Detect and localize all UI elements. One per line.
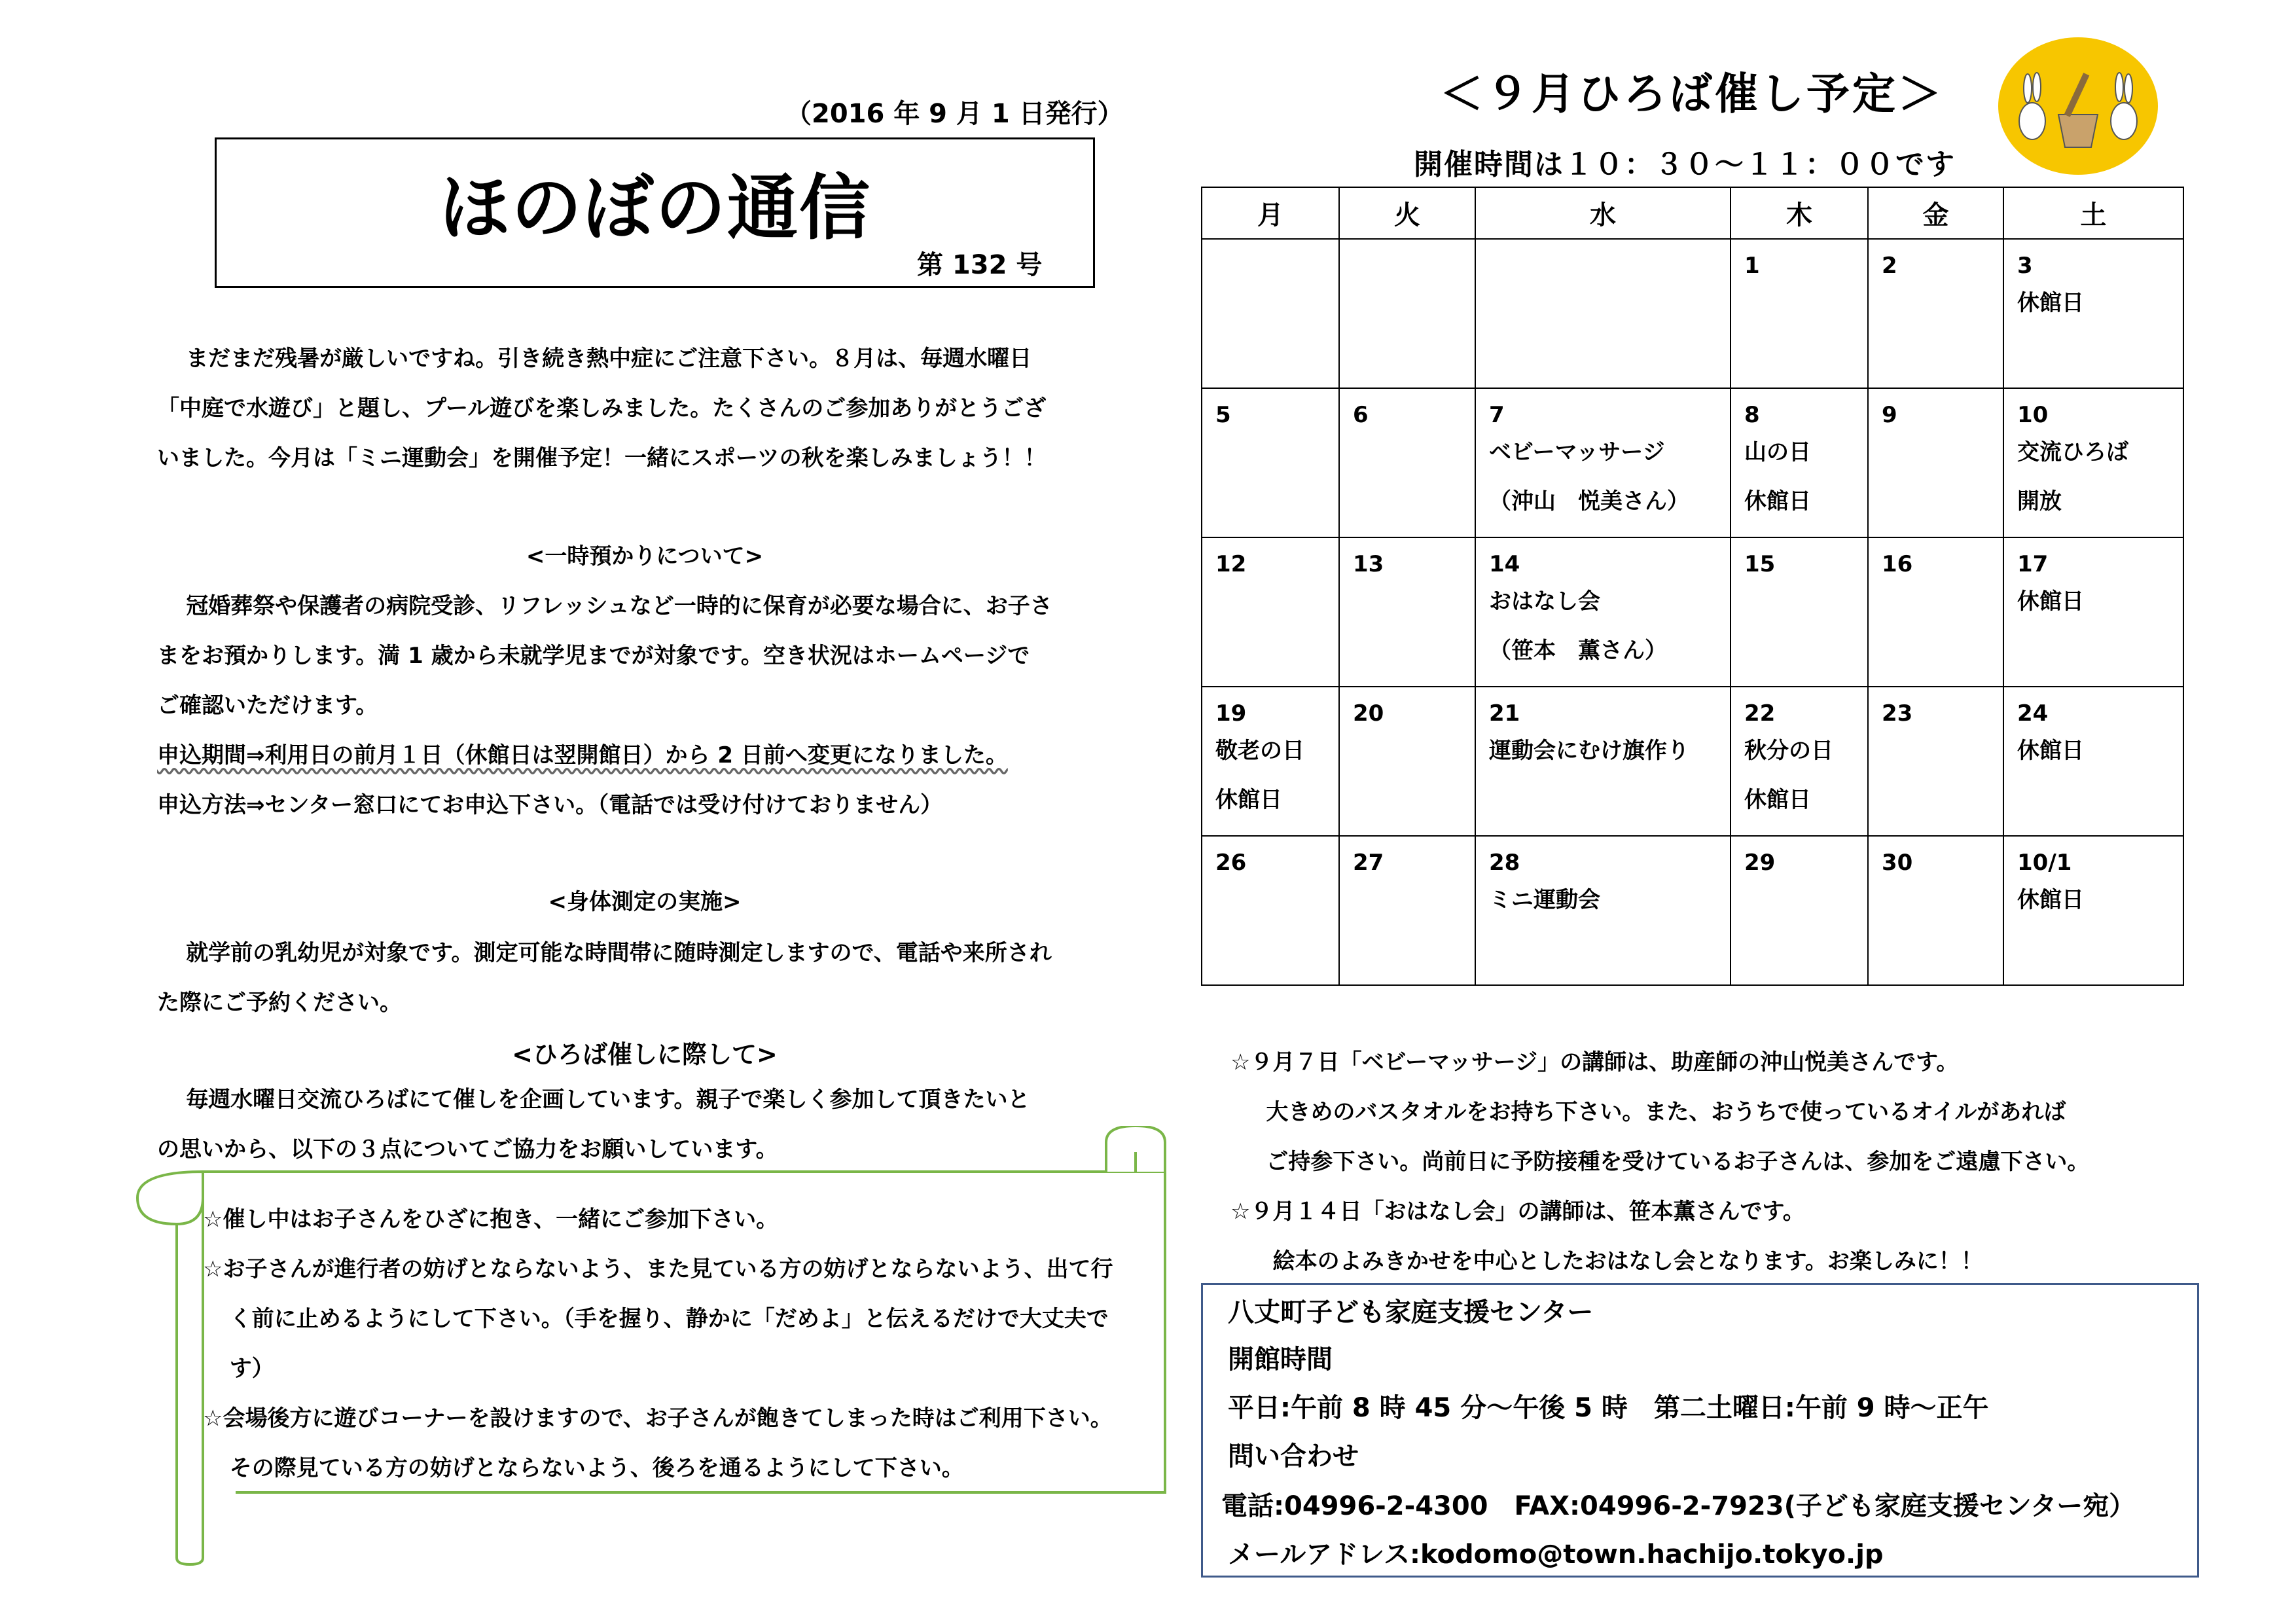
scroll-item: ☆会場後方に遊びコーナーを設けますので、お子さんが飽きてしまった時はご利用下さい。その際見ている方の妨げとならないよう、後ろを通るようにして下さい。 [203,1405,1113,1481]
intro-line: いました。今月は「ミニ運動会」を開催予定！一緒にスポーツの秋を楽しみましょう！！ [157,445,1047,471]
calendar-day-cell [1339,239,1475,388]
day-number: 7 [1489,402,1505,428]
day-number: 17 [2017,551,2049,577]
calendar-day-cell [1202,537,1339,687]
day-number: 16 [1882,551,1913,577]
weekday-header: 土 [2003,187,2183,239]
day-number: 19 [1215,700,1247,727]
calendar-day-cell [1202,388,1339,537]
calendar-day-cell [1202,836,1339,985]
calendar-event: （笹本 薫さん） [1489,638,1667,664]
day-number [1353,253,1475,279]
day-number: 27 [1353,850,1384,876]
calendar-day-cell [1868,537,2003,687]
childcare-period-text: 申込期間⇒利用日の前月１日（休館日は翌開館日）から 2 日前へ変更になりました。 [157,742,1008,768]
childcare-paragraph [157,581,1132,830]
calendar-event: 秋分の日 [1744,738,1833,764]
day-number: 3 [2017,253,2033,279]
day-number: 21 [1489,700,1520,727]
day-number: 14 [1489,551,1520,577]
day-number: 24 [2017,700,2049,727]
childcare-line: まをお預かりします。満 1 歳から未就学児までが対象です。空き状況はホームページで [157,643,1030,669]
intro-line: 「中庭で水遊び」と題し、プール遊びを楽しみました。たくさんのご参加ありがとうござ [157,395,1047,422]
calendar-day-cell [1731,239,1868,388]
note-line: ご持参下さい。尚前日に予防接種を受けているお子さんは、参加をご遠慮下さい。 [1266,1149,2090,1175]
title-box [215,137,1095,288]
calendar-event: 休館日 [2017,588,2084,615]
calendar-week-row [1202,537,2183,687]
calendar-day-cell [1731,836,1868,985]
scroll-item: ☆催し中はお子さんをひざに抱き、一緒にご参加下さい。 [203,1206,779,1233]
plaza-events-heading: <ひろば催しに際して> [512,1040,778,1069]
childcare-method: 申込方法⇒センター窓口にてお申込下さい。（電話では受け付けておりません） [157,792,943,818]
day-number: 28 [1489,850,1520,876]
day-number: 1 [1744,253,1760,279]
calendar-day-cell [1475,687,1731,836]
contact-label: 問い合わせ [1228,1441,1359,1471]
center-info-box [1201,1283,2199,1578]
issue-number: 第 132 号 [917,250,1043,280]
plaza-events-line: の思いから、以下の３点についてご協力をお願いしています。 [157,1136,778,1163]
note-line: ☆９月１４日「おはなし会」の講師は、笹本薫さんです。 [1230,1199,1805,1225]
calendar-day-cell [1475,537,1731,687]
calendar-day-cell [1868,239,2003,388]
calendar-day-cell [1475,239,1731,388]
day-number: 6 [1353,402,1369,428]
day-number: 10/1 [2017,850,2072,876]
plaza-events-line: 毎週水曜日交流ひろばにて催しを企画しています。親子で楽しく参加して頂きたいと [186,1087,1030,1113]
moon-rabbits-icon [1996,36,2160,177]
calendar-event: 敬老の日 [1215,738,1304,764]
measurement-heading: <身体測定の実施> [548,889,742,915]
calendar-day-cell [1731,687,1868,836]
calendar-time: 開催時間は１０：３０～１１：００です [1414,148,1956,181]
calendar-day-cell [2003,687,2183,836]
calendar-day-cell [1475,836,1731,985]
calendar-event: ベビーマッサージ [1489,439,1665,465]
day-number [1489,253,1730,279]
calendar-event: 交流ひろば [2017,439,2128,465]
calendar-day-cell [1475,388,1731,537]
day-number: 23 [1882,700,1913,727]
calendar-day-cell [1339,687,1475,836]
calendar-event: 運動会にむけ旗作り [1489,738,1689,764]
calendar-event: ミニ運動会 [1489,887,1600,913]
calendar-week-row [1202,388,2183,537]
day-number: 9 [1882,402,1897,428]
day-number: 30 [1882,850,1913,876]
calendar-day-cell [1731,388,1868,537]
calendar-day-cell [1202,687,1339,836]
calendar-event: 休館日 [2017,290,2084,316]
calendar-event: 休館日 [2017,738,2084,764]
day-number: 12 [1215,551,1247,577]
calendar-event: 開放 [2017,488,2062,514]
calendar-week-row [1202,836,2183,985]
day-number: 20 [1353,700,1384,727]
note-line: ☆９月７日「ベビーマッサージ」の講師は、助産師の沖山悦美さんです。 [1230,1049,1959,1075]
day-number: 29 [1744,850,1776,876]
day-number: 22 [1744,700,1776,727]
newsletter-title: ほのぼの通信 [439,168,872,249]
calendar-week-row [1202,239,2183,388]
childcare-line: 冠婚葬祭や保護者の病院受診、リフレッシュなど一時的に保育が必要な場合に、お子さ [186,593,1052,619]
phone-fax: 電話:04996-2-4300 FAX:04996-2-7923(子ども家庭支援センター宛） [1221,1491,2136,1521]
childcare-period [157,731,1132,780]
day-number: 8 [1744,402,1760,428]
day-number: 26 [1215,850,1247,876]
event-notes [1230,1038,2251,1286]
calendar-day-cell [2003,388,2183,537]
note-line: 絵本のよみきかせを中心としたおはなし会となります。お楽しみに！！ [1272,1248,1983,1274]
calendar-day-cell [1202,239,1339,388]
intro-line: まだまだ残暑が厳しいですね。引き続き熱中症にご注意下さい。８月は、毎週水曜日 [186,346,1032,372]
calendar-day-cell [1731,537,1868,687]
calendar-day-cell [1868,388,2003,537]
email-address: メールアドレス:kodomo@town.hachijo.tokyo.jp [1228,1540,1884,1570]
calendar-day-cell [1339,537,1475,687]
scroll-items [203,1195,1119,1493]
calendar-week-row [1202,687,2183,836]
center-name: 八丈町子ども家庭支援センター [1228,1297,1594,1327]
calendar-day-cell [1868,836,2003,985]
day-number [1215,253,1338,279]
calendar-day-cell [2003,239,2183,388]
day-number: 5 [1215,402,1231,428]
childcare-line: ご確認いただけます。 [157,693,378,719]
childcare-heading: <一時預かりについて> [526,543,764,569]
scroll-item: ☆お子さんが進行者の妨げとならないよう、また見ている方の妨げとならないよう、出て行く前に止めるようにして下さい。（手を握り、静かに「だめよ」と伝えるだけで大丈夫です） [203,1256,1113,1382]
calendar-event: 休館日 [1215,787,1282,813]
calendar-day-cell [2003,836,2183,985]
day-number: 15 [1744,551,1776,577]
calendar-event: 休館日 [1744,787,1811,813]
weekday-header: 水 [1475,187,1731,239]
calendar-event: （沖山 悦美さん） [1489,488,1689,514]
day-number: 13 [1353,551,1384,577]
opening-hours: 平日:午前 8 時 45 分～午後 5 時 第二土曜日:午前 9 時～正午 [1228,1393,1989,1423]
issue-date: （2016 年 9 月 1 日発行） [785,99,1124,129]
calendar-event: 休館日 [2017,887,2084,913]
weekday-header: 木 [1731,187,1868,239]
calendar-day-cell [1339,388,1475,537]
weekday-header: 金 [1868,187,2003,239]
day-number: 2 [1882,253,1897,279]
calendar-day-cell [1339,836,1475,985]
note-line: 大きめのバスタオルをお持ち下さい。また、おうちで使っているオイルがあれば [1266,1099,2066,1125]
measurement-paragraph [157,928,1132,1028]
calendar-event: おはなし会 [1489,588,1600,615]
day-number: 10 [2017,402,2049,428]
hours-label: 開館時間 [1228,1344,1333,1375]
calendar-body [1202,239,2183,985]
calendar-title: ＜９月ひろば催し予定＞ [1440,69,1944,119]
weekday-header: 月 [1202,187,1339,239]
calendar-header-row [1202,187,2183,239]
calendar-day-cell [2003,537,2183,687]
measurement-line: 就学前の乳幼児が対象です。測定可能な時間帯に随時測定しますので、電話や来所され [186,940,1052,966]
calendar-event: 山の日 [1744,439,1811,465]
calendar-event: 休館日 [1744,488,1811,514]
weekday-header: 火 [1339,187,1475,239]
measurement-line: た際にご予約ください。 [157,990,402,1016]
intro-paragraph [157,334,1132,483]
event-calendar [1201,187,2184,986]
calendar-day-cell [1868,687,2003,836]
